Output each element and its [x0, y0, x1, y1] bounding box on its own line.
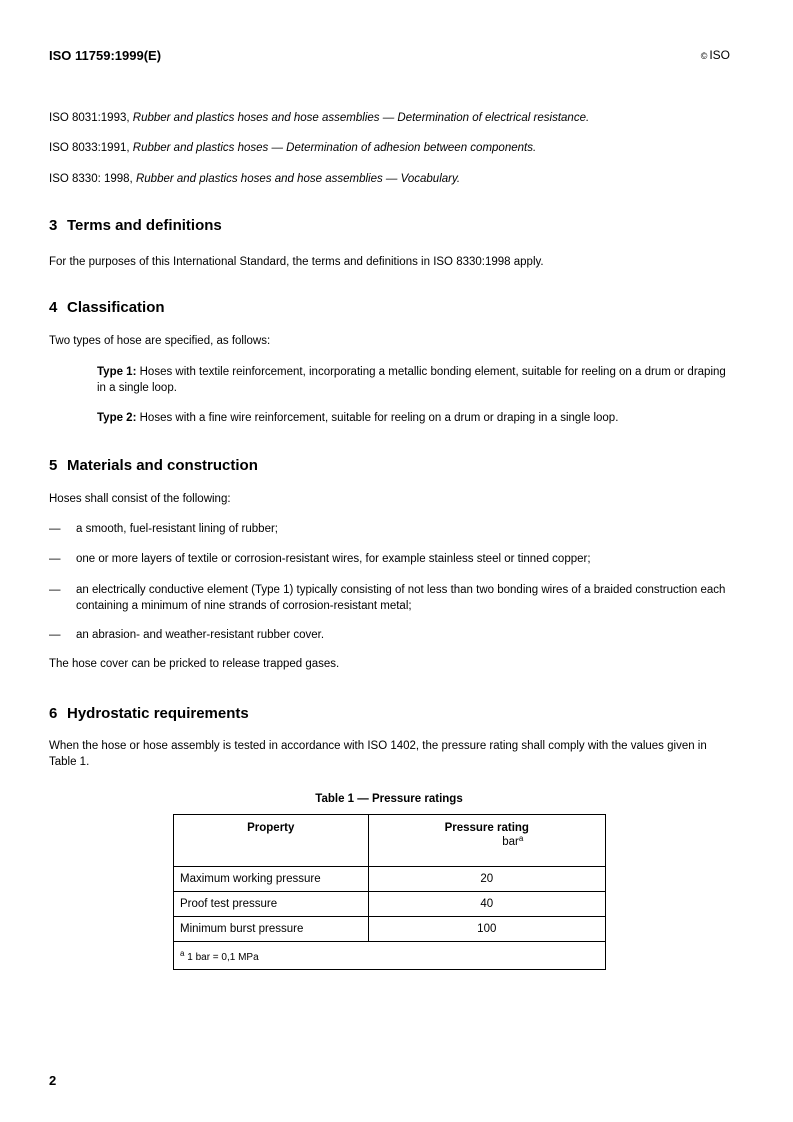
- section-3-heading: 3 Terms and definitions: [49, 217, 222, 234]
- list-item: — a smooth, fuel-resistant lining of rubber;: [49, 523, 278, 535]
- section-5-heading: 5 Materials and construction: [49, 457, 258, 474]
- value-cell: 40: [368, 892, 605, 917]
- list-item: — one or more layers of textile or corrosion-resistant wires, for example stainless steel or tinned copper;: [49, 553, 591, 565]
- table-footnote-row: [174, 942, 606, 970]
- table-header-row: [174, 815, 606, 867]
- pressure-ratings-table: [173, 814, 606, 970]
- section-4-intro: Two types of hose are specified, as follows:: [49, 335, 271, 347]
- value-cell: 20: [368, 867, 605, 892]
- property-cell: Maximum working pressure: [174, 867, 369, 892]
- copyright-text: ISO: [709, 48, 730, 62]
- unit-label: bar$^a$: [502, 834, 524, 848]
- table-row: [174, 867, 606, 892]
- reference-item: ISO 8033:1991, Rubber and plastics hoses — Determination of adhesion between components.: [49, 142, 537, 154]
- document-id: ISO 11759:1999(E): [49, 48, 162, 63]
- property-cell: Proof test pressure: [174, 892, 369, 917]
- table-title: Table 1 — Pressure ratings: [315, 793, 463, 805]
- table-row: [174, 917, 606, 942]
- copyright-notice: [600, 48, 730, 62]
- reference-item: ISO 8330: 1998, Rubber and plastics hoses and hose assemblies — Vocabulary.: [49, 173, 461, 185]
- type-2-definition: Type 2: Hoses with a fine wire reinforcement, suitable for reeling on a drum or draping in a single loop.: [97, 412, 619, 424]
- table-row: [174, 892, 606, 917]
- section-6-heading: 6 Hydrostatic requirements: [49, 705, 249, 722]
- copyright-symbol: ©: [700, 51, 708, 61]
- section-5-intro: Hoses shall consist of the following:: [49, 493, 231, 505]
- column-header-property: Property: [174, 815, 369, 867]
- section-5-closing: The hose cover can be pricked to release trapped gases.: [49, 658, 340, 670]
- list-item: — an electrically conductive element (Type 1) typically consisting of not less than two bonding wires of a braided construction each containing a minimum of nine strands of corrosion-resistant metal;: [49, 584, 726, 612]
- section-6-body: When the hose or hose assembly is tested in accordance with ISO 1402, the pressure rating shall comply with the values given in Table 1.: [49, 740, 707, 768]
- value-cell: 100: [368, 917, 605, 942]
- type-1-definition: Type 1: Hoses with textile reinforcement, incorporating a metallic bonding element, suitable for reeling on a drum or draping in a single loop.: [97, 366, 726, 394]
- column-header-pressure-rating: Pressure rating bar$^a$: [368, 815, 605, 867]
- section-3-body: For the purposes of this International Standard, the terms and definitions in ISO 8330:1998 apply.: [49, 256, 544, 268]
- reference-item: ISO 8031:1993, Rubber and plastics hoses and hose assemblies — Determination of electrical resistance.: [49, 112, 590, 124]
- property-cell: Minimum burst pressure: [174, 917, 369, 942]
- section-4-heading: 4 Classification: [49, 299, 165, 316]
- list-item: — an abrasion- and weather-resistant rubber cover.: [49, 629, 325, 641]
- page-number: 2: [49, 1073, 57, 1088]
- table-footnote: $^a$ 1 bar = 0,1 MPa: [174, 942, 606, 970]
